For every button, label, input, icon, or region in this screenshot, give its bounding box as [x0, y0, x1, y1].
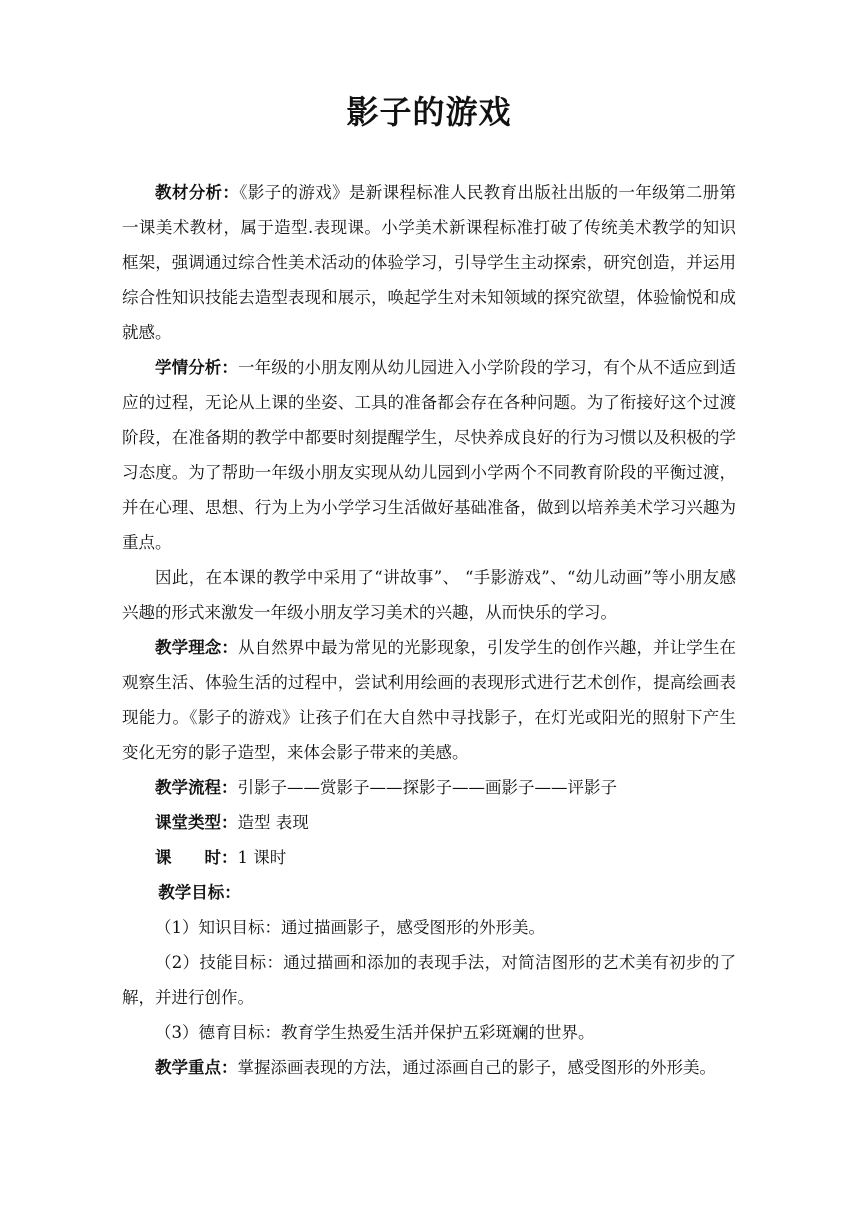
teaching-philosophy-label: 教学理念： [155, 638, 239, 657]
teaching-goals-label: 教学目标： [158, 883, 241, 902]
goal-item: （2）技能目标：通过描画和添加的表现手法，对简洁图形的艺术美有初步的了解，并进行创作。 [122, 953, 736, 1007]
class-hours-text: 1 课时 [237, 848, 287, 867]
student-analysis-label: 学情分析： [155, 358, 239, 377]
therefore-paragraph [122, 560, 736, 630]
teaching-process-text: 引影子——赏影子——探影子——画影子——评影子 [237, 778, 617, 797]
class-hours-paragraph [122, 840, 736, 875]
document-page [122, 92, 736, 1085]
material-analysis-paragraph [122, 175, 736, 350]
teaching-process-label: 教学流程： [155, 778, 238, 797]
teaching-key-text: 掌握添画表现的方法，通过添画自己的影子，感受图形的外形美。 [237, 1058, 716, 1077]
teaching-goals-heading [122, 875, 736, 910]
therefore-text: 因此，在本课的教学中采用了“讲故事”、 “手影游戏”、“幼儿动画”等小朋友感兴趣的形式来激发一年级小朋友学习美术的兴趣，从而快乐的学习。 [122, 568, 736, 622]
class-type-paragraph [122, 805, 736, 840]
goal-item: （1）知识目标：通过描画影子，感受图形的外形美。 [155, 918, 545, 937]
teaching-process-paragraph [122, 770, 736, 805]
teaching-philosophy-paragraph [122, 630, 736, 770]
student-analysis-text: 一年级的小朋友刚从幼儿园进入小学阶段的学习，有个从不适应到适应的过程，无论从上课的坐姿、工具的准备都会存在各种问题。为了衔接好这个过渡阶段，在准备期的教学中都要时刻提醒学生，尽快养成良好的行为习惯以及积极的学习态度。为了帮助一年级小朋友实现从幼儿园到小学两个不同教育阶段的平衡过渡，并在心理、思想、行为上为小学学习生活做好基础准备，做到以培养美术学习兴趣为重点。 [122, 358, 737, 552]
class-type-text: 造型 表现 [237, 813, 309, 832]
teaching-key-paragraph [122, 1050, 736, 1085]
class-hours-label: 课 时： [155, 848, 238, 867]
teaching-philosophy-text: 从自然界中最为常见的光影现象，引发学生的创作兴趣，并让学生在观察生活、体验生活的过程中，尝试利用绘画的表现形式进行艺术创作，提高绘画表现能力。《影子的游戏》让孩子们在大自然中寻找影子，在灯光或阳光的照射下产生变化无穷的影子造型，来体会影子带来的美感。 [122, 638, 737, 762]
material-analysis-label: 教材分析： [155, 183, 240, 202]
goal-item: （3）德育目标：教育学生热爱生活并保护五彩斑斓的世界。 [155, 1023, 595, 1042]
teaching-key-label: 教学重点： [155, 1058, 238, 1077]
material-analysis-text: 《影子的游戏》是新课程标准人民教育出版社出版的一年级第二册第一课美术教材，属于造型.表现课。小学美术新课程标准打破了传统美术教学的知识框架，强调通过综合性美术活动的体验学习，引导学生主动探索，研究创造，并运用综合性知识技能去造型表现和展示，唤起学生对未知领域的探究欲望，体验愉悦和成就感。 [122, 183, 737, 342]
class-type-label: 课堂类型： [155, 813, 238, 832]
student-analysis-paragraph [122, 350, 736, 560]
document-title: 影子的游戏 [346, 93, 512, 131]
